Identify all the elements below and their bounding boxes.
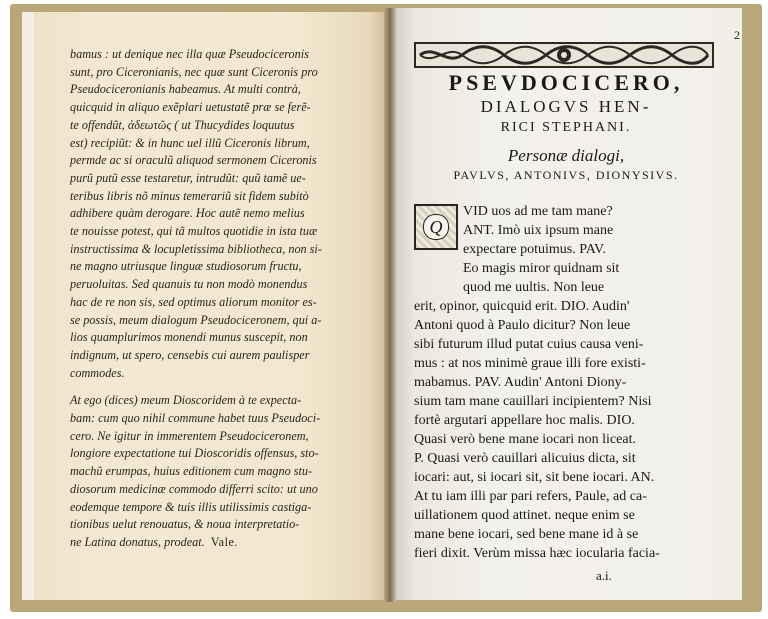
text-line: sibi futurum illud putat cuius causa veni- [414,337,644,352]
page-title: PSEVDOCICERO, [448,70,684,95]
text-line: mane bene iocari, sed bene mane id à se [414,527,639,542]
closing-vale: Vale. [210,534,238,549]
text-line: purũ putũ esse testaretur, intrudũt: quũ tamẽ ue- [70,170,306,185]
text-line: hac de re non sis, sed optimus aliorum monitor es- [70,294,317,309]
text-line: ANT. Imò uix ipsum mane [463,223,614,238]
text-line: lios quamplurimos monendi munus suscepit, non [70,330,308,345]
book-gutter [384,8,396,602]
text-line: indignum, ut spero, censebis cui aurem paulisper [70,347,310,362]
text-line: permde ac si oraculũ aliquod sermonem Ciceronis [70,153,317,168]
subtitle-line-1: DIALOGVS HEN- [480,97,652,116]
text-line: Eo magis miror quidnam sit [463,261,620,276]
text-line: adhibere quàm derogare. Hoc autẽ nemo melius [70,206,305,221]
text-line: mus : at nos minimè graue illi fore existi- [414,356,646,371]
text-line: erit, opinor, quicquid erit. DIO. Audin' [414,299,630,314]
text-line: fieri dixit. Verùm missa hæc iocularia facia- [414,546,660,561]
text-line: tionibus uelut renouatus, & noua interpretatio- [70,517,300,532]
text-line: quicquid in aliquo exẽplari uetustatẽ præ se ferẽ- [70,100,311,115]
text-line: mabamus. PAV. Audin' Antoni Diony- [414,375,627,390]
text-line: expectare potuimus. PAV. [463,242,606,257]
text-line: fortè argutari appellare hoc malis. DIO. [414,413,635,428]
text-line: Quasi verò bene mane iocari non liceat. [414,432,636,447]
speakers-list: PAVLVS, ANTONIVS, DIONYSIVS. [453,168,679,182]
text-line: te nouisse potest, qui tã multos quotidie in ista tuæ [70,224,318,239]
left-paragraph-2 [70,392,382,551]
text-line: diosorum medicinæ commodo differri scito: ut uno [70,481,318,496]
text-line: te offendũt, ἀδεωτῶς ( ut Thucydides loquutus [70,117,295,132]
text-line: Antoni quod à Paulo dicitur? Non leue [414,318,631,333]
text-line: Pseudociceronianis habeamus. At multi contrà, [70,82,301,97]
text-line: est) recipiũt: & in hunc uel illũ Ciceronis librum, [70,135,310,150]
text-line: bam: cum quo nihil commune habet tuus Pseudoci- [70,411,321,426]
text-line: eodemque tempore & tuis illis utilissimis castiga- [70,499,312,514]
ornamental-headpiece [414,42,714,68]
text-line: bamus : ut denique nec illa quæ Pseudociceronis [70,47,309,61]
text-line: iocari: aut, si iocari sit, sit bene iocari. AN. [414,470,655,485]
text-line: At ego (dices) meum Dioscoridem à te expecta- [70,393,302,408]
left-paragraph-1 [70,46,382,382]
personae-heading: Personæ dialogi, [507,146,625,165]
text-line: ne magno utriusque linguæ studiosorum fructu, [70,259,302,274]
text-line: sunt, pro Ciceronianis, nec quæ sunt Ciceronis pro [70,64,318,79]
text-line: teribus libris nõ minus temerariũ sit fidem subitò [70,188,309,203]
signature-mark: a.i. [596,568,612,583]
text-line: quod me uultis. Non leue [463,280,605,295]
text-line: longiore expectatione tui Dioscoridis offensus, sto- [70,446,319,461]
text-line: P. Quasi verò cauillari alicuius dicta, sit [414,451,636,466]
text-line: ne Latina donatus, prodeat. [70,534,205,549]
text-line: At tu iam illi par pari refers, Paule, ad ca- [414,489,647,504]
text-line: commodes. [70,365,125,380]
text-line: sium tam mane cauillari incipientem? Nisi [414,394,652,409]
text-line: peruoluitas. Sed quanuis tu non modò monendus [70,277,308,292]
page-number: 2 [734,28,740,42]
initial-letter: Q [423,214,449,240]
text-line: se possis, meum dialogum Pseudociceronem, qui a- [70,312,322,327]
text-line: instructissima & locupletissima bibliotheca, non si- [70,241,322,256]
text-line: machũ erumpas, huius editionem cum magno stu- [70,464,313,479]
left-page-text [70,46,382,552]
decorated-initial [414,204,458,250]
text-line: VID uos ad me tam mane? [463,204,613,219]
subtitle-line-2: RICI STEPHANI. [500,120,632,135]
text-line: cero. Ne igitur in immerentem Pseudociceronem, [70,428,309,443]
text-line: uillationem quod attinet. neque enim se [414,508,635,523]
